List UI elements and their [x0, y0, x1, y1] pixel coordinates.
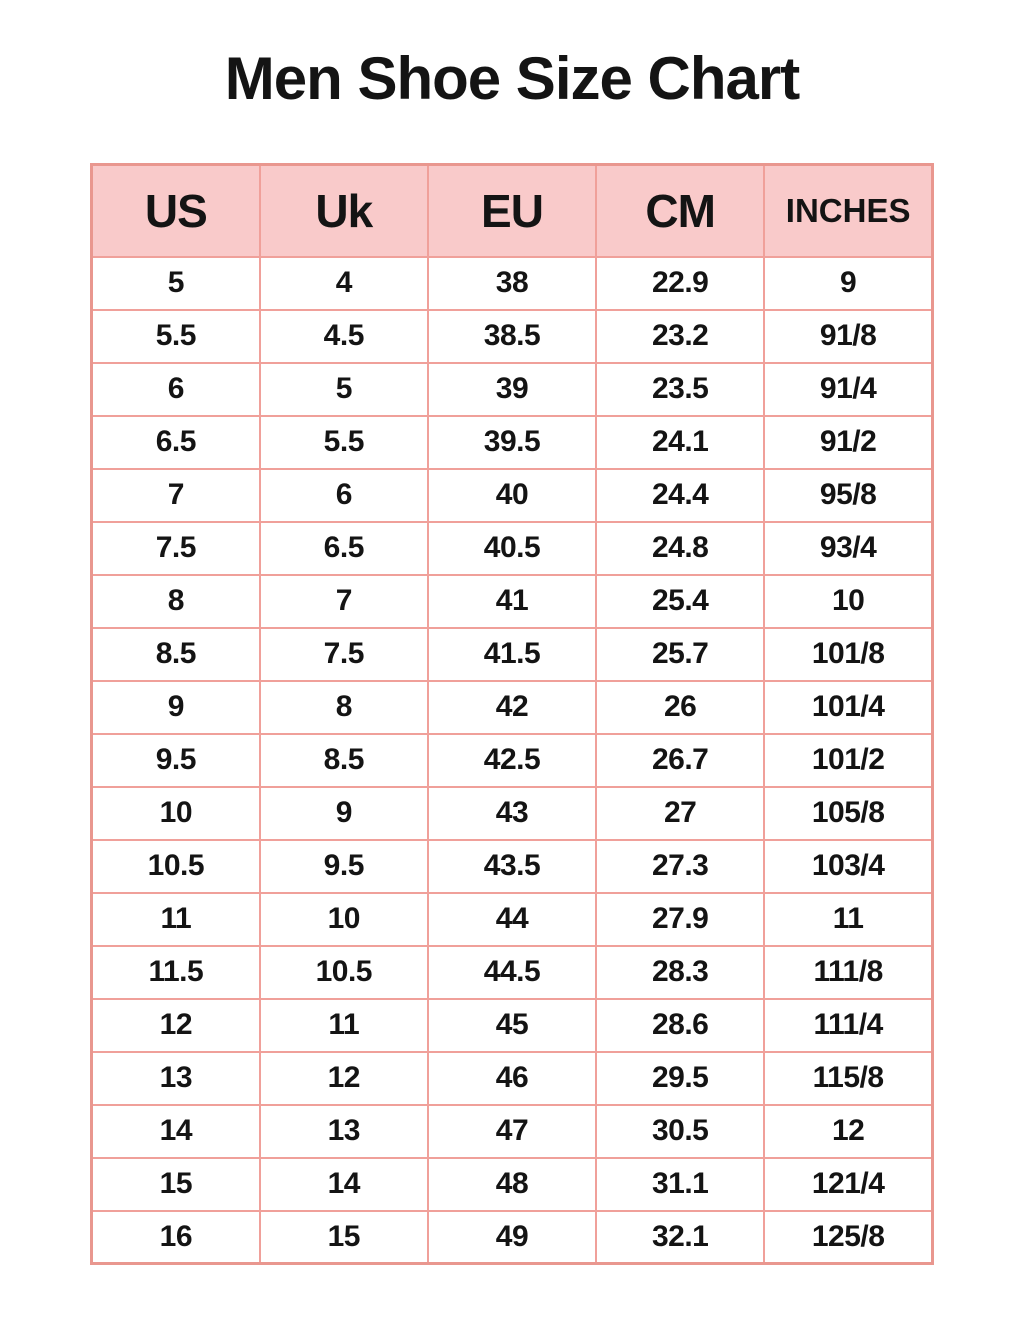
table-cell: 7 [92, 469, 260, 522]
table-cell: 7.5 [260, 628, 428, 681]
table-cell: 10.5 [92, 840, 260, 893]
table-cell: 5.5 [260, 416, 428, 469]
table-cell: 27.9 [596, 893, 764, 946]
table-cell: 105/8 [764, 787, 932, 840]
table-cell: 40 [428, 469, 596, 522]
table-cell: 14 [260, 1158, 428, 1211]
table-cell: 6.5 [92, 416, 260, 469]
table-cell: 9 [92, 681, 260, 734]
page-title: Men Shoe Size Chart [224, 45, 800, 112]
table-cell: 4.5 [260, 310, 428, 363]
table-cell: 9.5 [260, 840, 428, 893]
table-cell: 28.3 [596, 946, 764, 999]
table-cell: 101/8 [764, 628, 932, 681]
table-cell: 38.5 [428, 310, 596, 363]
table-cell: 38 [428, 257, 596, 310]
table-cell: 29.5 [596, 1052, 764, 1105]
table-cell: 44.5 [428, 946, 596, 999]
table-row [92, 787, 933, 840]
table-cell: 45 [428, 999, 596, 1052]
table-row [92, 999, 933, 1052]
table-cell: 12 [260, 1052, 428, 1105]
table-cell: 42.5 [428, 734, 596, 787]
size-table-head [92, 165, 933, 257]
table-row [92, 469, 933, 522]
table-cell: 48 [428, 1158, 596, 1211]
table-cell: 41 [428, 575, 596, 628]
table-cell: 27.3 [596, 840, 764, 893]
size-table [90, 163, 934, 1265]
table-cell: 10 [92, 787, 260, 840]
table-cell: 12 [92, 999, 260, 1052]
table-cell: 101/4 [764, 681, 932, 734]
table-cell: 10.5 [260, 946, 428, 999]
table-cell: 15 [260, 1211, 428, 1264]
table-cell: 22.9 [596, 257, 764, 310]
table-cell: 9 [764, 257, 932, 310]
table-cell: 40.5 [428, 522, 596, 575]
table-cell: 46 [428, 1052, 596, 1105]
table-cell: 32.1 [596, 1211, 764, 1264]
table-cell: 7.5 [92, 522, 260, 575]
table-cell: 41.5 [428, 628, 596, 681]
table-cell: 8 [92, 575, 260, 628]
table-cell: 111/4 [764, 999, 932, 1052]
table-cell: 6.5 [260, 522, 428, 575]
table-cell: 8.5 [260, 734, 428, 787]
table-cell: 103/4 [764, 840, 932, 893]
table-cell: 47 [428, 1105, 596, 1158]
table-cell: 5 [92, 257, 260, 310]
table-row [92, 946, 933, 999]
table-cell: 13 [260, 1105, 428, 1158]
table-cell: 11 [92, 893, 260, 946]
table-cell: 28.6 [596, 999, 764, 1052]
table-cell: 24.1 [596, 416, 764, 469]
column-header-uk: Uk [260, 165, 428, 257]
table-cell: 23.2 [596, 310, 764, 363]
table-row [92, 257, 933, 310]
table-cell: 8 [260, 681, 428, 734]
table-cell: 91/4 [764, 363, 932, 416]
table-cell: 49 [428, 1211, 596, 1264]
table-cell: 27 [596, 787, 764, 840]
table-cell: 16 [92, 1211, 260, 1264]
table-cell: 23.5 [596, 363, 764, 416]
table-cell: 15 [92, 1158, 260, 1211]
table-cell: 5.5 [92, 310, 260, 363]
table-cell: 5 [260, 363, 428, 416]
table-cell: 13 [92, 1052, 260, 1105]
size-table-container [90, 163, 934, 1265]
table-cell: 8.5 [92, 628, 260, 681]
table-cell: 42 [428, 681, 596, 734]
size-table-body [92, 257, 933, 1264]
table-cell: 10 [260, 893, 428, 946]
table-cell: 6 [260, 469, 428, 522]
table-cell: 25.7 [596, 628, 764, 681]
table-cell: 12 [764, 1105, 932, 1158]
table-cell: 9.5 [92, 734, 260, 787]
table-cell: 9 [260, 787, 428, 840]
table-row [92, 681, 933, 734]
table-cell: 11.5 [92, 946, 260, 999]
column-header-inches: INCHES [764, 165, 932, 257]
table-cell: 44 [428, 893, 596, 946]
header-row [92, 165, 933, 257]
table-cell: 39 [428, 363, 596, 416]
table-cell: 24.4 [596, 469, 764, 522]
table-cell: 111/8 [764, 946, 932, 999]
table-cell: 125/8 [764, 1211, 932, 1264]
table-row [92, 893, 933, 946]
table-row [92, 416, 933, 469]
table-row [92, 522, 933, 575]
table-cell: 7 [260, 575, 428, 628]
table-row [92, 1158, 933, 1211]
table-cell: 10 [764, 575, 932, 628]
table-row [92, 734, 933, 787]
table-cell: 95/8 [764, 469, 932, 522]
table-cell: 11 [764, 893, 932, 946]
table-cell: 26 [596, 681, 764, 734]
table-cell: 101/2 [764, 734, 932, 787]
table-row [92, 628, 933, 681]
table-row [92, 1105, 933, 1158]
table-cell: 43.5 [428, 840, 596, 893]
table-row [92, 1211, 933, 1264]
table-cell: 30.5 [596, 1105, 764, 1158]
table-row [92, 363, 933, 416]
column-header-eu: EU [428, 165, 596, 257]
table-cell: 43 [428, 787, 596, 840]
table-cell: 4 [260, 257, 428, 310]
table-cell: 93/4 [764, 522, 932, 575]
table-cell: 39.5 [428, 416, 596, 469]
table-cell: 11 [260, 999, 428, 1052]
table-cell: 14 [92, 1105, 260, 1158]
table-cell: 91/8 [764, 310, 932, 363]
table-cell: 26.7 [596, 734, 764, 787]
table-cell: 91/2 [764, 416, 932, 469]
table-cell: 121/4 [764, 1158, 932, 1211]
table-cell: 6 [92, 363, 260, 416]
table-cell: 115/8 [764, 1052, 932, 1105]
table-row [92, 1052, 933, 1105]
column-header-us: US [92, 165, 260, 257]
table-row [92, 310, 933, 363]
table-cell: 25.4 [596, 575, 764, 628]
column-header-cm: CM [596, 165, 764, 257]
table-row [92, 575, 933, 628]
table-cell: 31.1 [596, 1158, 764, 1211]
table-cell: 24.8 [596, 522, 764, 575]
table-row [92, 840, 933, 893]
